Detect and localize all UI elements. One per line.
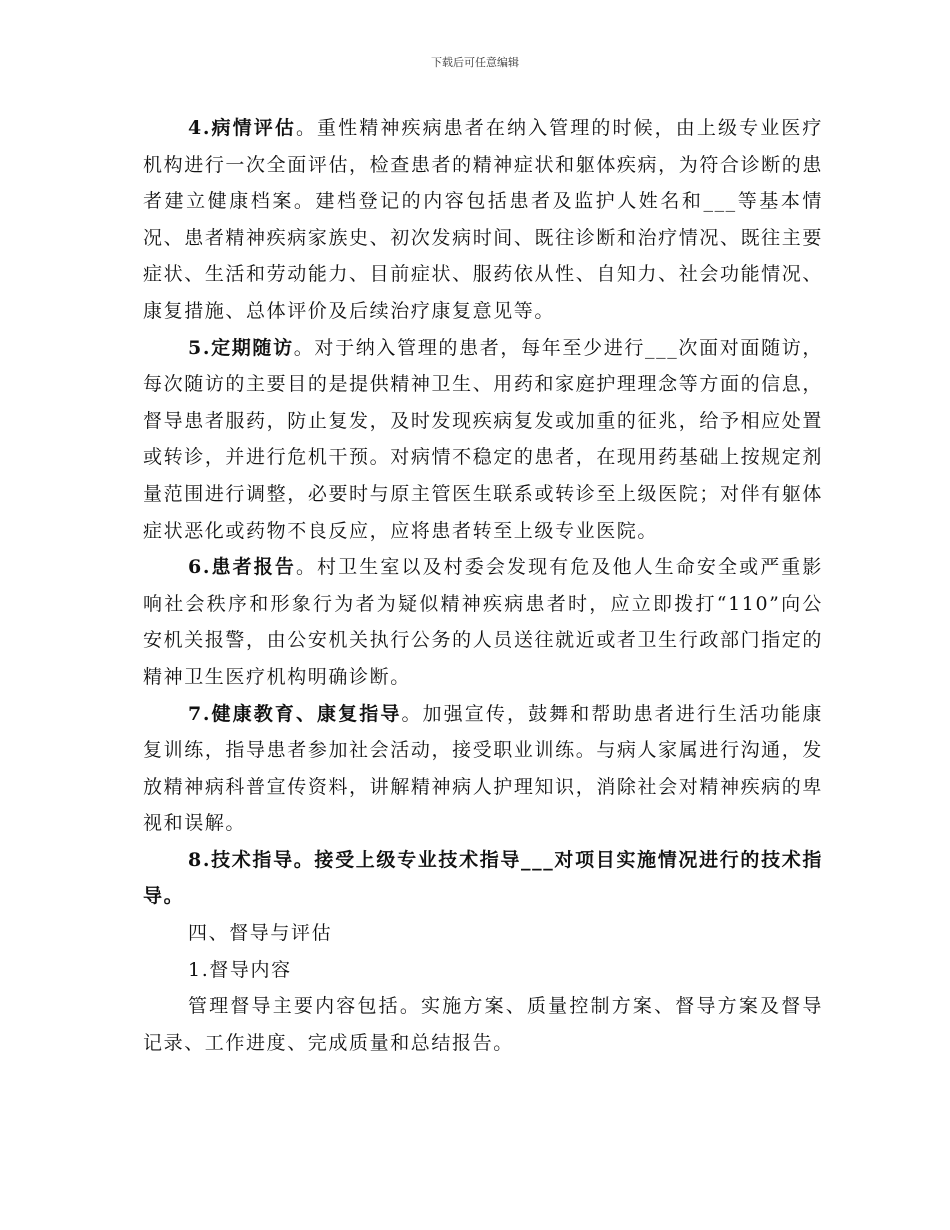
paragraph-health-education (143, 696, 823, 842)
heading-supervision-evaluation: 四、督导与评估 (188, 922, 333, 945)
document-body (143, 110, 823, 1061)
section-title-health-education: 7.健康教育、康复指导 (188, 702, 402, 725)
paragraph-regular-followup (143, 330, 823, 550)
heading-supervision-content: 1.督导内容 (188, 958, 292, 981)
section-title-patient-report: 6.患者报告 (188, 556, 296, 579)
section-text-regular-followup: 。对于纳入管理的患者，每年至少进行___次面对面随访，每次随访的主要目的是提供精神卫生、用药和家庭护理理念等方面的信息，督导患者服药，防止复发，及时发现疾病复发或加重的征兆，给予相应处置或转诊，并进行危机干预。对病情不稳定的患者，在现用药基础上按规定剂量范围进行调整，必要时与原主管医生联系或转诊至上级医院；对伴有躯体症状恶化或药物不良反应，应将患者转至上级专业医院。 (143, 336, 824, 542)
page-header: 下载后可任意编辑 (431, 56, 519, 69)
section-title-condition-assessment: 4.病情评估 (188, 117, 296, 139)
paragraph-condition-assessment (143, 110, 823, 330)
paragraph-technical-guidance: 8.技术指导。接受上级专业技术指导___对项目实施情况进行的技术指导。 (143, 848, 823, 908)
section-text-patient-report: 。村卫生室以及村委会发现有危及他人生命安全或严重影响社会秩序和形象行为者为疑似精神疾病患者时，应立即拨打“110”向公安机关报警，由公安机关执行公务的人员送往就近或者卫生行政部门指定的精神卫生医疗机构明确诊断。 (143, 556, 823, 688)
section-text-condition-assessment: 。重性精神疾病患者在纳入管理的时候，由上级专业医疗机构进行一次全面评估，检查患者的精神症状和躯体疾病，为符合诊断的患者建立健康档案。建档登记的内容包括患者及监护人姓名和___等基本情况、患者精神疾病家族史、初次发病时间、既往诊断和治疗情况、既往主要症状、生活和劳动能力、目前症状、服药依从性、自知力、社会功能情况、康复措施、总体评价及后续治疗康复意见等。 (143, 117, 823, 322)
section-title-regular-followup: 5.定期随访 (188, 336, 294, 359)
paragraph-supervision-content: 管理督导主要内容包括。实施方案、质量控制方案、督导方案及督导记录、工作进度、完成质量和总结报告。 (143, 995, 823, 1054)
section-text-health-education: 。加强宣传，鼓舞和帮助患者进行生活功能康复训练，指导患者参加社会活动，接受职业训练。与病人家属进行沟通，发放精神病科普宣传资料，讲解精神病人护理知识，消除社会对精神疾病的卑视和误解。 (143, 702, 823, 835)
paragraph-patient-report (143, 549, 823, 695)
